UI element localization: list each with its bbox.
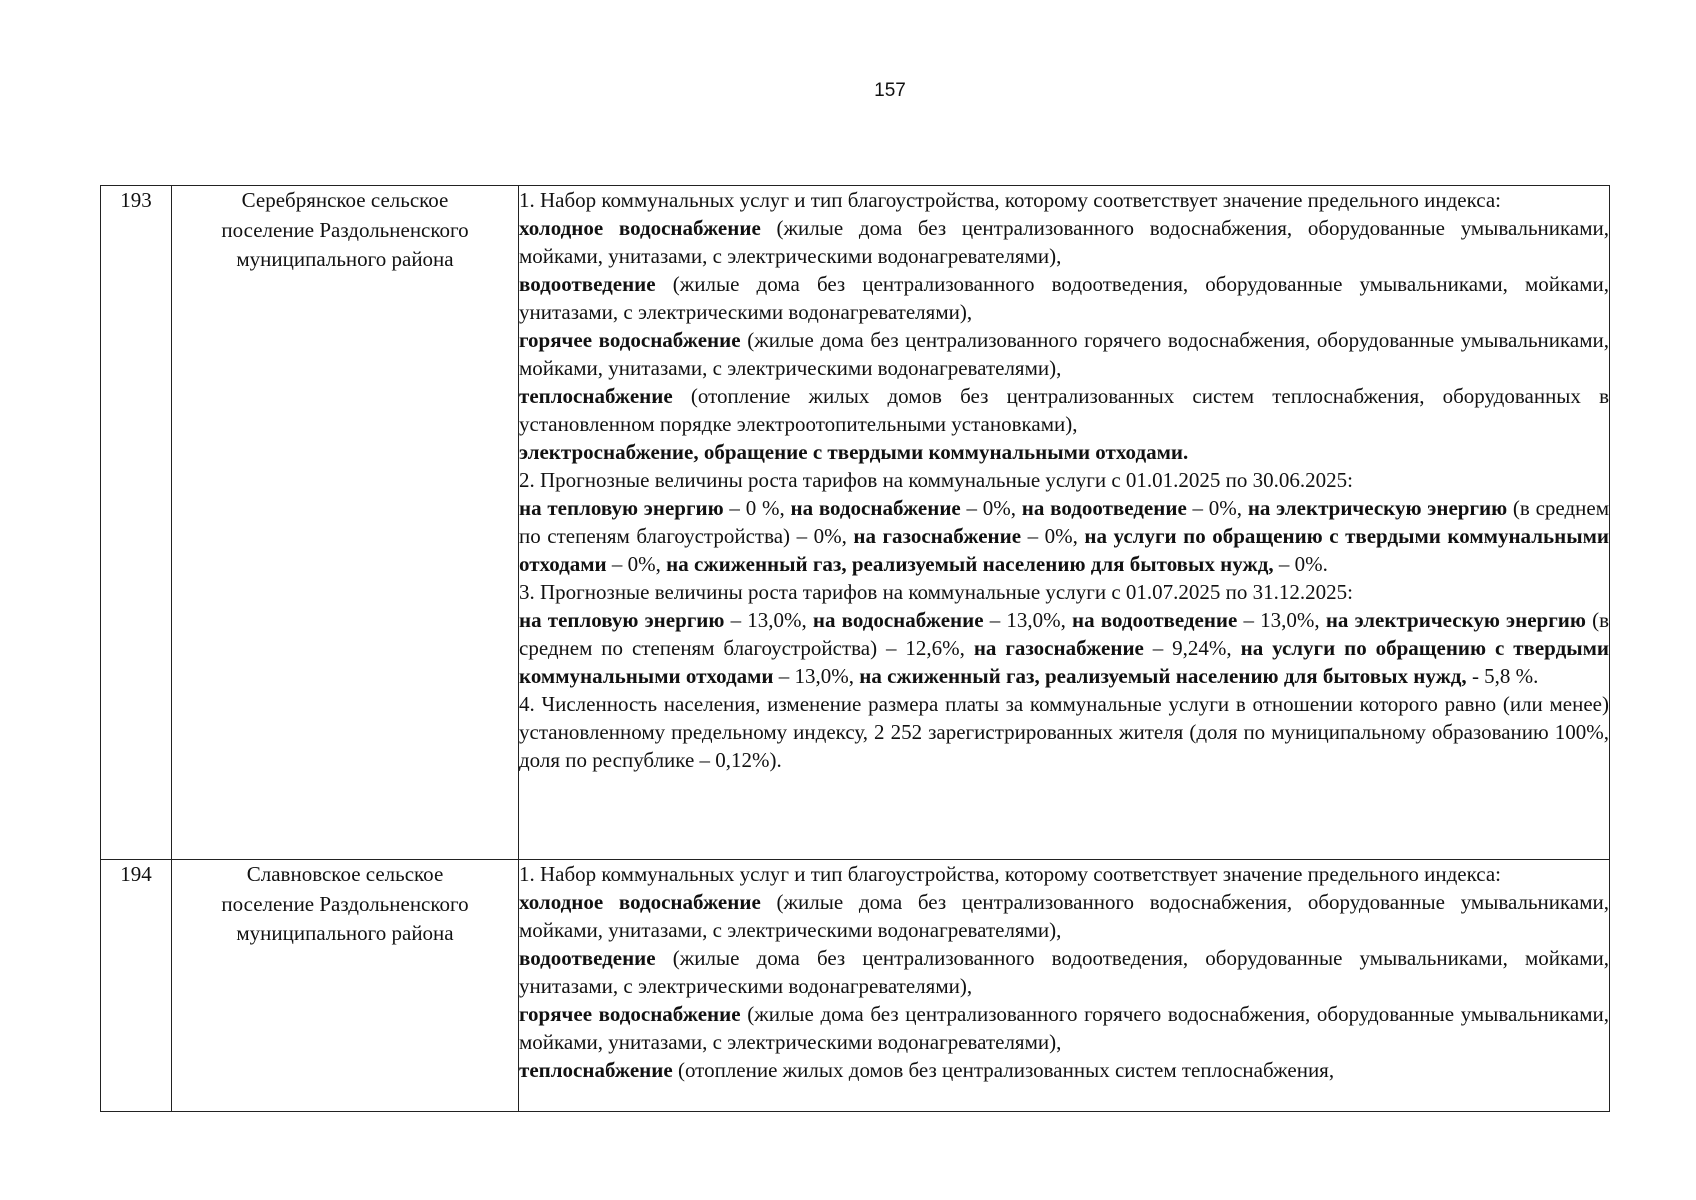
heating-paragraph <box>519 382 1609 438</box>
heating-label: теплоснабжение <box>519 1058 673 1082</box>
tariff-sewer-label: на водоотведение <box>1021 496 1187 520</box>
tariff-waste-label: на услуги по обращению с твердыми коммунальными отходами <box>519 636 1610 688</box>
tariff-waste-label: на услуги по обращению с твердыми коммунальными отходами <box>519 524 1610 576</box>
item-2-intro: 2. Прогнозные величины роста тарифов на коммунальные услуги с 01.01.2025 по 30.06.2025: <box>519 468 1353 492</box>
tariff-gas-label: на газоснабжение <box>973 636 1144 660</box>
municipality-name-line: Славновское сельское <box>246 862 444 886</box>
sewer-label: водоотведение <box>519 272 656 296</box>
item-1-intro: 1. Набор коммунальных услуг и тип благоустройства, которому соответствует значение предельного индекса: <box>519 188 1501 212</box>
cold-water-label: холодное водоснабжение <box>519 216 761 240</box>
row-number: 194 <box>101 860 172 1112</box>
tariff-electricity-value: (в среднем по степеням благоустройства) – 0%, <box>519 496 1609 548</box>
item-3-tariffs <box>519 606 1609 690</box>
cold-water-paragraph <box>519 888 1609 944</box>
hot-water-label: горячее водоснабжение <box>519 1002 741 1026</box>
tariff-sewer-label: на водоотведение <box>1072 608 1238 632</box>
tariff-gas-value: – 0%, <box>1021 524 1085 548</box>
cold-water-text: (жилые дома без централизованного водоснабжения, оборудованные умывальниками, мойками, унитазами, с электрическими водонагревателями), <box>519 216 1609 268</box>
page-number: 157 <box>874 80 906 101</box>
tariff-water-label: на водоснабжение <box>812 608 984 632</box>
heating-label: теплоснабжение <box>519 384 673 408</box>
tariff-electricity-value: (в среднем по степеням благоустройства) – 12,6%, <box>519 608 1609 660</box>
municipality-name-line: поселение Раздольненского <box>221 891 469 916</box>
hot-water-label: горячее водоснабжение <box>519 328 741 352</box>
tariff-sewer-value: – 0%, <box>1186 496 1248 520</box>
municipality-name <box>172 186 519 860</box>
index-description <box>519 186 1610 860</box>
tariff-lpg-value: - 5,8 %. <box>1466 664 1539 688</box>
electricity-waste-paragraph <box>519 438 1609 466</box>
municipality-name-line: Серебрянское сельское <box>241 188 449 212</box>
row-number: 193 <box>101 186 172 860</box>
index-description <box>519 860 1610 1112</box>
tariff-water-value: – 0%, <box>960 496 1022 520</box>
tariff-heat-value: – 13,0%, <box>724 608 813 632</box>
hot-water-text: (жилые дома без централизованного горячего водоснабжения, оборудованные умывальниками, мойками, унитазами, с электрическими водонагревателями), <box>519 1002 1609 1054</box>
item-4-population: 4. Численность населения, изменение размера платы за коммунальные услуги в отношении которого равно (или менее) установленному предельному индексу, 2 252 зарегистрированных жителя (доля по муниципальному образованию 100%, доля по республике – 0,12%). <box>519 692 1609 772</box>
cold-water-paragraph <box>519 214 1609 270</box>
sewer-paragraph <box>519 944 1609 1000</box>
tariff-lpg-label: на сжиженный газ, реализуемый населению для бытовых нужд, <box>666 552 1274 576</box>
item-1-intro: 1. Набор коммунальных услуг и тип благоустройства, которому соответствует значение предельного индекса: <box>519 862 1501 886</box>
hot-water-paragraph <box>519 326 1609 382</box>
sewer-text: (жилые дома без централизованного водоотведения, оборудованные умывальниками, мойками, унитазами, с электрическими водонагревателями), <box>519 272 1609 324</box>
hot-water-text: (жилые дома без централизованного горячего водоснабжения, оборудованные умывальниками, мойками, унитазами, с электрическими водонагревателями), <box>519 328 1609 380</box>
hot-water-paragraph <box>519 1000 1609 1056</box>
tariff-waste-value: – 13,0%, <box>773 664 860 688</box>
tariff-water-label: на водоснабжение <box>790 496 961 520</box>
item-3-intro: 3. Прогнозные величины роста тарифов на коммунальные услуги с 01.07.2025 по 31.12.2025: <box>519 580 1353 604</box>
sewer-paragraph <box>519 270 1609 326</box>
tariff-waste-value: – 0%, <box>606 552 667 576</box>
sewer-label: водоотведение <box>519 946 656 970</box>
municipality-name <box>172 860 519 1112</box>
item-2-tariffs <box>519 494 1609 578</box>
tariff-electricity-label: на электрическую энергию <box>1325 608 1586 632</box>
municipal-index-table <box>100 185 1610 1112</box>
tariff-lpg-label: на сжиженный газ, реализуемый населению для бытовых нужд, <box>859 664 1467 688</box>
municipality-name-line: муниципального района <box>236 921 454 945</box>
sewer-text: (жилые дома без централизованного водоотведения, оборудованные умывальниками, мойками, унитазами, с электрическими водонагревателями), <box>519 946 1609 998</box>
table-row <box>101 186 1610 860</box>
tariff-gas-label: на газоснабжение <box>853 524 1022 548</box>
cold-water-text: (жилые дома без централизованного водоснабжения, оборудованные умывальниками, мойками, унитазами, с электрическими водонагревателями), <box>519 890 1609 942</box>
tariff-electricity-label: на электрическую энергию <box>1247 496 1508 520</box>
heating-text: (отопление жилых домов без централизованных систем теплоснабжения, оборудованных в установленном порядке электроотопительными установками), <box>519 384 1609 436</box>
tariff-lpg-value: – 0%. <box>1273 552 1328 576</box>
tariff-sewer-value: – 13,0%, <box>1237 608 1326 632</box>
tariff-heat-label: на тепловую энергию <box>519 608 725 632</box>
heating-text: (отопление жилых домов без централизованных систем теплоснабжения, <box>672 1058 1335 1082</box>
tariff-water-value: – 13,0%, <box>983 608 1072 632</box>
tariff-gas-value: – 9,24%, <box>1143 636 1241 660</box>
tariff-heat-label: на тепловую энергию <box>519 496 724 520</box>
municipality-name-line: поселение Раздольненского <box>221 217 469 242</box>
cold-water-label: холодное водоснабжение <box>519 890 761 914</box>
tariff-heat-value: – 0 %, <box>723 496 791 520</box>
electricity-waste-label: электроснабжение, обращение с твердыми коммунальными отходами. <box>519 440 1189 464</box>
heating-paragraph <box>519 1056 1609 1084</box>
table-row <box>101 860 1610 1112</box>
municipality-name-line: муниципального района <box>236 247 454 271</box>
